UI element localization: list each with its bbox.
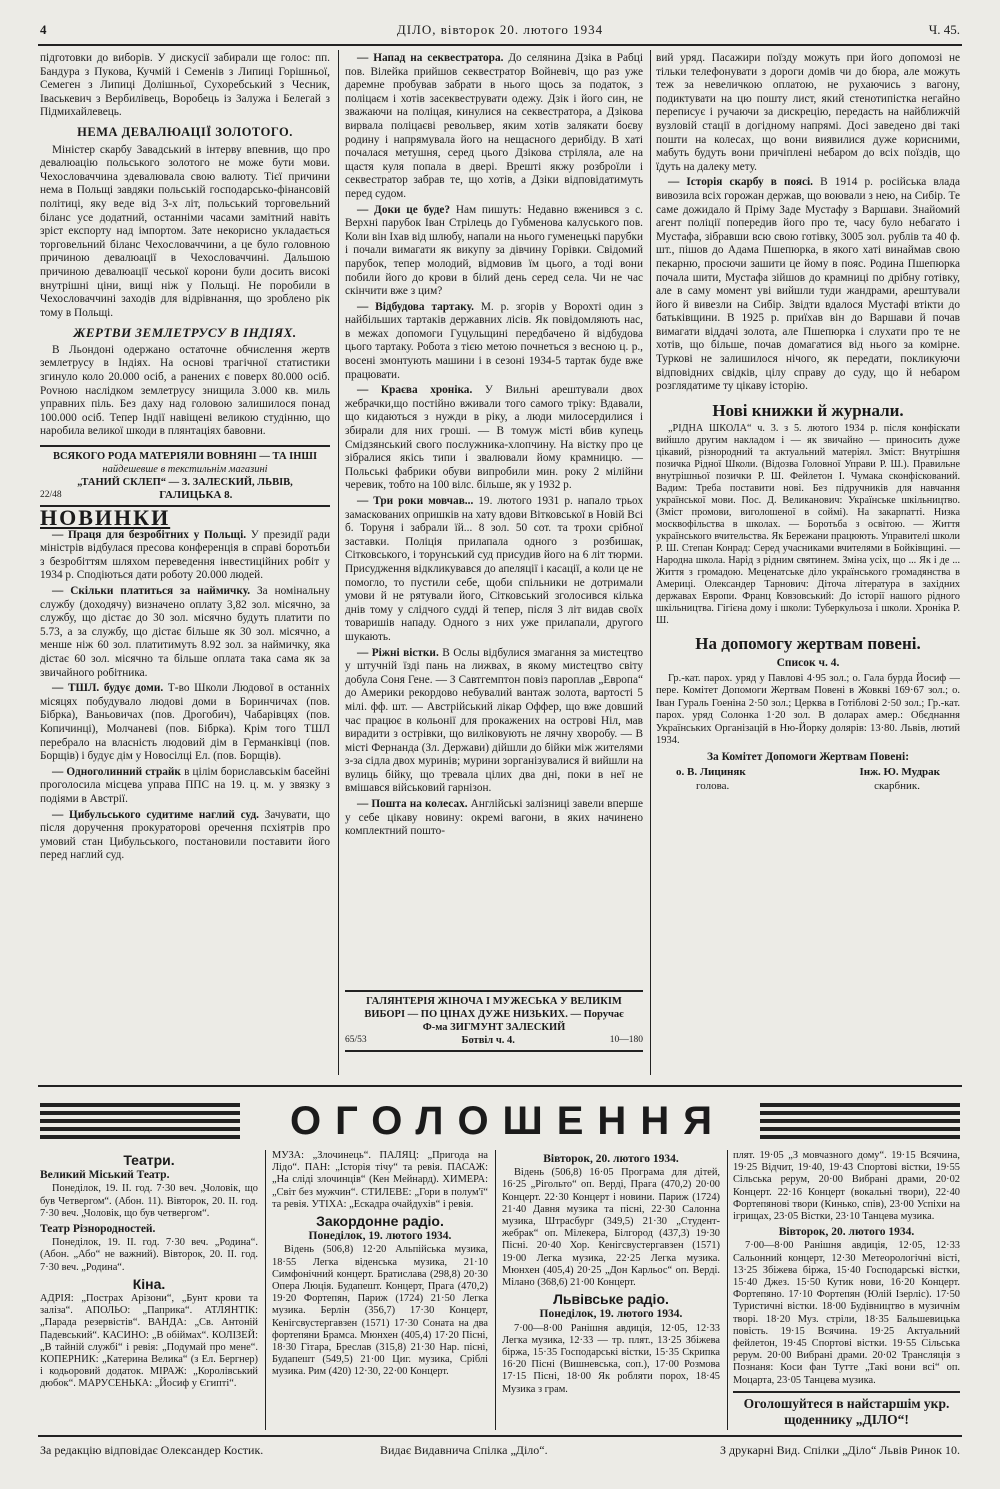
radio-program: плят. 19·05 „З мовчазного дому“. 19·15 Всячина, 19·25 Відчит, 19·40, 19·43 Спортові вістки, 19·55 Сільська рерум, 20·00 Вибрані драми, 20·02 Концерт. 22·16 Концерт (вокальні твори), 22·40 Фортепянові твори (Кинько, спів), 23·00 Успіхи на ігрищах, 23·05 Вістки, 23·10 Танцева музика. bbox=[733, 1150, 960, 1223]
radio-column-c bbox=[733, 1150, 960, 1435]
announcements-title: ОГОЛОШЕННЯ bbox=[290, 1099, 726, 1143]
ad-number: 10—180 bbox=[609, 1035, 643, 1045]
column-divider bbox=[727, 1150, 728, 1430]
theatres-column bbox=[40, 1150, 258, 1435]
theatre-name: Великий Міський Театр. bbox=[40, 1169, 170, 1182]
ad-line: ГАЛЯНТЕРІЯ ЖІНОЧА І МУЖЕСЬКА У ВЕЛИКІМ bbox=[366, 996, 622, 1007]
news-text: Англійські залізниці завели вперше у себе цікаву новину: окремі вагони, в яких начинено комплектний пошто- bbox=[345, 798, 643, 838]
article-earthquake: В Льондоні одержано остаточне обчислення жертв землетрусу в Індіях. На основі трагічної статистики згинуло коло 20.000 осіб, а ранених є поверх 80.000 осіб. Povнoю наслідком землетрусу знищила 3.000 кв. миль управних піль. Без даху над головою залишилося понад 100.000 осіб. Тепер Індії навіщені великою студінню, що наробила великої шкоди в плянтаціях бавовни. bbox=[40, 343, 330, 438]
issue-number: Ч. 45. bbox=[928, 22, 960, 37]
theatre-schedule: Понеділок, 19. II. год. 7·30 веч. „Родина“. (Абон. „Або“ не важний). Вівторок, 20. II. год. 7·30 веч. „Родина“. bbox=[40, 1237, 258, 1273]
news-title: — Напад на секвестратора. bbox=[357, 52, 504, 64]
news-title: — Краєва хроніка. bbox=[357, 384, 473, 397]
dilo-promo: Оголошуйтеся в найстаршім укр. щоденнику „ДІЛО“! bbox=[733, 1391, 960, 1428]
lviv-radio-title: Львівське радіо. bbox=[553, 1291, 669, 1308]
news-title: — Три роки мовчав... bbox=[357, 495, 474, 507]
announcements-banner bbox=[40, 1097, 960, 1145]
role-treasurer: скарбник. bbox=[874, 779, 920, 792]
ad-number: 65/53 bbox=[345, 1035, 367, 1045]
radio-column-b bbox=[502, 1150, 720, 1435]
masthead bbox=[40, 22, 960, 42]
foreign-radio-title: Закордонне радіо. bbox=[316, 1213, 444, 1230]
footer-publisher: Видає Видавнича Спілка „Діло“. bbox=[380, 1443, 548, 1457]
theatre-name: Театр Різнородностей. bbox=[40, 1223, 156, 1236]
newspaper-title: ДІЛО, вівторок 20. лютого 1934 bbox=[396, 22, 604, 37]
news-text: 19. лютого 1931 р. напало трьох замаскованих опришків на хату вдови Вітковської в Новій Всі б. Торуня і забрали їй... 8 зол. 50 сот. та трохи срібної заставки. Поліція прилапала одного з розбишак, Сітковського, і торунський суд присудив його на 6 літ тюрми. Присудження відкликувався до апеляції і касації, а коли це не помогло, то пустили себе, щоби спільники не дотримали умови й не рятували його, Сітковський зголосився кілька днів тому у слідчого судді й тепер, після 3 літ видав своїх товаришів нападу. Одного з них уже прилапали, другого шукають. bbox=[345, 495, 643, 643]
theatre-schedule: Понеділок, 19. II. год. 7·30 веч. „Чоловік, що був Четвергом“. (Абон. 11). Вівторок, 20. II. год. 7·30 веч. „Чоловік, що був четвергом“. bbox=[40, 1183, 258, 1219]
ad-line: Ф-ма ЗИГМУНТ ЗАЛЕСКИЙ bbox=[422, 1022, 566, 1033]
news-text: За номінальну службу (доходячу) визначено оплату 3,82 зол. місячно, за службу, що дістає до 30 зол. місячно будуть платити по 5.73, а за службу, що дістає більше як 30 зол. місячно, а менше ніж 60 зол. платитимуть 8.92 зол. за наймичку, яка дістає 60 зол. місячно та більше оплата така сама як за звичайного робітника. bbox=[40, 585, 330, 679]
ad-line: найдешевше в текстильнім магазині bbox=[102, 464, 268, 476]
article-continued: вий уряд. Пасажири поїзду можуть при його допомозі не тільки телефонувати з дороги домів чи до бюра, але можуть теж за невеличкою оплатою, не рухаючись з вагону, подиктувати на цю пошту лист, який стенотипістка негайно переписує і ручаючи за дискрецію, передасть на найближчій вузловій стації в догідному напрямі. Досі заведено дві такі пошти на колесах, що вони виявилися дуже корисними, мабуть будуть вони причіплені небаром до всіх поїздів, що їдуть на далеку мету. bbox=[656, 52, 960, 173]
radio-program: Відень (506,8) 16·05 Програма для дітей, 16·25 „Рігольто“ оп. Верді, Прага (470,2) 20·00 Концерт. 22·30 Концерт і новини. Париж (1724) 21·40 Давня музика та пісні, 22·30 Салонна музика, Штрасбург (349,5) 21·30 „Студент-жебрак“ оп. Мілекера, Білгород (437,3) 19·30 Пісні. 20·40 Хор. Кенігсвустергавзен (1571) 19·00 Легка музика, 22·25 Легка музика. Мюнхен (405,4) 20·25 „Дон Карльос“ оп. Верді. Мілано (368,6) 21·00 Концерт. bbox=[502, 1167, 720, 1289]
radio-day: Понеділок, 19. лютого 1934. bbox=[308, 1230, 452, 1243]
news-title: — Скільки платиться за наймичку. bbox=[52, 585, 251, 597]
news-title: — Пошта на колесах. bbox=[357, 798, 468, 811]
ad-line: Ботвіл ч. 4. bbox=[461, 1035, 515, 1046]
books-section-title: Нові книжки й журнали. bbox=[712, 400, 904, 420]
signature-treasurer: Інж. Ю. Мудрак bbox=[859, 766, 940, 779]
news-title: — Праця для безробітних у Польщі. bbox=[52, 528, 247, 541]
role-chair: голова. bbox=[696, 779, 730, 792]
books-text: „РІДНА ШКОЛА“ ч. 3. з 5. лютого 1934 р. після конфіскати вийшло другим накладом і — як звичайно — приносить дуже цікавий, різнородний та актуальний матеріял. Зміст: Внутрішня позичка Рідної Школи. (Відозва Головної Управи Р. Ш.). Правильне внутрішньої позички Р. Ш. Фейлетон І. Чумака сконфіскований. Вадим: Треба поставити нові. Без підручників для навчання української мови. Пос. Д. Великанович: Українське шкільництво. (Зміст промови, виголошеної в соймі). На закарпатті. Низка москвофільства в школах. — Боротьба з освітою. — Життя українського вчительства. Як Бережани працюють. Управителі школи Р. Ш. Степан Конрад: Серед учасниками вчителями в Бойківщині. — Народна школа. Нарід з рідним святинем. Зміна усіх, що ... Як і де ... Життя з громадою. Меценатське діло українського громадянства в Америці. Олександер Тарнович: Діточа література в західних державах Европи. Франц Ковзовський: До історії нашого рідного шкільництва. Гігієна дому і школи: Туберкульоза і школи. Хроніка Р. Ш. bbox=[656, 423, 960, 627]
cinema-listings: АДРІЯ: „Пострах Арізони“, „Бунт крови та заліза“. АПОЛЬО: „Паприка“. АТЛЯНТІК: „Парада резервістів“. ВАНДА: „Св. Антоній Падевський“. КАСИНО: „В обіймах“. КОЛІЗЕЙ: „В тайній службі“ і ревія: „Подумай про мене“. КОПЕРНИК: „Катерина Велика“ (з Ел. Бергнер) і кодьоровий додаток. МІРАЖ: „Королівський дюбок“. МАРУСЕНЬКА: „Йосиф у Єгипті“. bbox=[40, 1293, 258, 1390]
news-text: До селянина Дзіка в Рабці пов. Вілейка прийшов секвестратор Войневіч, що раз уже даремне пробував забрати в нього щось за податок, з поліцаєм і хотів засеквеструвати одежу. Дзік і його син, не зважаючи на поліцая, кинулися на секвестратора, а Дзікова вирвала поліцаєві револьвер, яким хотів залякати боєву родину і напрямувала його на нещасного дерибідy. В хаті почалася метушня, серед цього Дзікова стріляла, але на щастя куля попала в двері. Врешті якжу розброїли і секвестратор забрав те, що хотів, а Дзіки відповідатимуть перед судом. bbox=[345, 52, 643, 200]
news-text: Нам пишуть: Недавно вженився з с. Верхні парубок Іван Стрілець до Губменова калуського пов. Коли він Іхав від шлюбу, напали на нього гуменецькі парубки і почали вимагати як викупу за дівчину Горівки. Свідомий парубок, тепер молодий, відмовив їм цього, а тоді вони побили його до крови в білий день серед села. Чи не час скінчити вже з цим? bbox=[345, 203, 643, 298]
column-divider bbox=[650, 50, 651, 1075]
news-title: — Доки це буде? bbox=[357, 203, 451, 216]
news-text: В 1914 р. російська влада вивозила всіх горожан держав, що воювали з нею, на Сибір. Те саме дожидало й Пріму Заде Мустафу з Варшави. Знайомий агент поліції попередив його про те, часу було небагато і Мустафа, зібравши всю свою готівку, 3005 зол. рублів та 40 ф. шт., пішов до Адама Пшепюрка, в якого хаті винаймав свою пекарню, просючи зашити це йому в пояс. Родина Пшепюрка почала шити, Мустафа зійшов до крамниці по дрібну готівку, але в саму момент уві вийшли туди жандрами, арештували його й вивезли на Сибір. Звідти вдалося Мустафі втікти до батьківщини. В 1925 р. приїхав він до Варшави й почав вимагати віддачі золота, але Пшепюрка і слухати про те не хотів, що більше, почав домагатися від нього за комірне. Туркові не залишилося нічого, як передати, покликуючи відповідних свідків, цілу справу до суду, що й небаром розглядатиме ту цікаву історію. bbox=[656, 176, 960, 393]
news-text: Зачувати, що після доручення прокураторові оречення псхіятрів про умовий стан Цибульського, постановили поставити його перед наглий суд. bbox=[40, 808, 330, 862]
article-devaluation: Міністер скарбу Завадський в інтерву впевнив, що про девалюацію польського золотого не може бути мови. Чехословаччина здевалювала свою валюту. Тієї причини нема в Польщі завдяки польській господарсько-фінансовій політиці, яку веде від 3-х літ, польський торговельний біланс усе додатний, останніми часами замітний навіть зріст експорту над імпортом. Зате некорисно укладається торговельний біланс Чехословаччини, а це було головною причиною девалюації в Чехословаччині. Дальшою причиною девалюації чеської корони були досить високі внутрішні ціни, вищі ніж у Польщі. Не поробили в Чехословаччині заходів для відрівнання, що зроблено рік тому в Польщі. bbox=[40, 143, 330, 319]
section-rule bbox=[38, 1085, 962, 1087]
ad-number: 22/48 bbox=[40, 490, 62, 501]
theatres-title: Театри. bbox=[123, 1152, 175, 1168]
news-title: — Ріжні вістки. bbox=[357, 646, 439, 659]
header-rule bbox=[38, 44, 962, 46]
radio-day: Вівторок, 20. лютого 1934. bbox=[778, 1226, 915, 1239]
news-text: У президії ради міністрів відбулася пресова конференція в справі боротьби з безробіттям шляхом переведення інвестиційних робіт у 1934 р. Сподіються дати роботу 20.000 людей. bbox=[40, 528, 330, 582]
footer-rule bbox=[38, 1435, 962, 1437]
radio-program: 7·00—8·00 Ранішня авдиція, 12·05, 12·33 Сальонний концерт, 12·30 Метеорологічні вісті, 13·25 Збіжева біржа, 15·40 Господарські вістки, 15·40 Джез. 15·50 Кутик нови, 16·20 Концерт. Фортепяно. 17·10 Фортепян (Юлій Ізерліс). 17·50 Туристичні вістки. 18·00 Будівництво в музичнім творі. 18·20 Муз. стріли, 18·35 Бальшевицька повість. 19·15 Всячина. 19·25 Актуальний фейлетон, 19·45 Спортові вістки. 19·55 Сільська рерум. 20·00 Вибрані драми. 20·02 Трансляція з Познаня: Коси фан Тутте „Такі вони всі“ оп. Моцарта, 23·05 Танцева музика. bbox=[733, 1240, 960, 1386]
news-title: — Одноголинний страйк bbox=[52, 765, 181, 778]
flood-committee-signature: За Комітет Допомоги Жертвам Повені: bbox=[706, 750, 910, 763]
banner-stripes-left bbox=[40, 1103, 240, 1139]
radio-day: Понеділок, 19. лютого 1934. bbox=[539, 1308, 683, 1321]
flood-list: Гр.-кат. парох. уряд у Павлові 4·95 зол.; о. Гала бурда Йосиф — пере. Комітет Допомоги Жертвам Повені в Жовкві 169·67 зол.; о. Іван Гураль Гоеніна 2·50 зол.; Церква в Готіблові 2·50 зол.; Гр.-кат. парох. уряд Солонка 1·20 зол. В доларах амер.: Обєднання Українських Організацій в Ню-Йорку долярів: 13·80. Львів, лютий 1934. bbox=[656, 672, 960, 747]
column-2 bbox=[345, 52, 643, 1082]
column-1 bbox=[40, 52, 330, 1082]
column-divider bbox=[265, 1150, 266, 1430]
column-divider bbox=[338, 50, 339, 1075]
ad-line: „ТАНИЙ СКЛЕП“ — З. ЗАЛЕСКИЙ, ЛЬВІВ, bbox=[77, 477, 293, 489]
news-text: У Вильні арештували двох жебрачки,що постійно вживали того самого тріку: Вдавали, що кидаються з нужди в ріку, а люди милосердилися і збирали для них гроші. — В томуж місті вбив купець Смідзянський свого послужника-хлопчину. На вістку про це зібралися якісь типи і звалювали йому крамницю. — Польські фабрики обуви випробили мин. року 2 мілійни черевик, тобто на 100 вілс. більше, як у 1932 р. bbox=[345, 384, 643, 492]
page-number: 4 bbox=[40, 22, 47, 37]
news-title: — ТШЛ. будує доми. bbox=[52, 682, 164, 695]
radio-day: Вівторок, 20. лютого 1934. bbox=[543, 1153, 679, 1165]
news-text: в цілім бориславськім басейні проголосила місцева управа ППС на 19. ц. м. у звязку з подіями в Австрії. bbox=[40, 765, 330, 805]
advertisement-haberdashery bbox=[345, 990, 643, 1052]
radio-program: Відень (506,8) 12·20 Альпійська музика, 18·55 Легка віденська музика, 21·10 Симфонічний концерт. Братислава (298,8) 20·30 Опера Люція. Будапешт. Концерт, Прага (470,2) 19·20 Фортепян, Париж (1724) 21·50 Легка музика. Берлін (356,7) 17·30 Концерт, Кенігсвустергавзен (1571) 17·30 Соната на два фортепяни Брамса. Мюнхен (405,4) 17·20 Пісні, 18·30 Гітара, Бреслав (315,8) 21·30 Нар. пісні, Будапешт (549,5) 21·00 Циг. музика, Сріблі музика. Рим (420) 12·30, 22·00 Концерт. bbox=[272, 1244, 488, 1378]
news-text: М. р. згорів у Ворохті один з найбільших тартаків державних лісів. Як повідомляють нас, в межах допомоги Гуцульщині передбачено й відбудова цього тартаку. Робота з тією метою почнеться з весною ц. р., восені змонтують машини і в сезоні 1934-5 тартак буде вже працювати. bbox=[345, 300, 643, 381]
news-title: — Відбудова тартаку. bbox=[357, 300, 474, 313]
footer-printer: З друкарні Вид. Спілки „Діло“ Львів Ринок 10. bbox=[719, 1443, 960, 1457]
ad-line: ВСЯКОГО РОДА МАТЕРІЯЛИ ВОВНЯНІ — ТА ІНШІ bbox=[52, 451, 318, 463]
article-intro: підготовки до виборів. У дискусії забирали ще голос: пп. Бандура з Пукова, Кучмій і Семенів з Липиці Горішньої, Семеген з Липиці Долішньої, Сухоребський з Чесник, Іваськевич з Вербилівець, Воробець із Залужа і Белегай з Підмихайлевець. bbox=[40, 52, 330, 119]
radio-program: 7·00—8·00 Ранішня авдиція, 12·05, 12·33 Легка музика, 12·33 — тр. плят., 13·25 Збіжева біржа, 15·35 Господарські вістки, 15·35 Скрипка 16·20 Пісні (Вишневська, соп.), 17·00 Розмова 17·15 Пісні, 18·00 Як робляти порох, 18·45 Музика з грам. bbox=[502, 1322, 720, 1395]
signature-chair: о. В. Лициняк bbox=[676, 766, 746, 779]
news-text: Т-во Школи Людової в останніх місяцях побудувало людові доми в Боринчичах (пов. Бібрка), Ваньовичах (пов. Дрогобич), Чабарівцях (пов. Копичинці), Молчаневі (пов. Бібрка). Крім того ТШЛ перебрало на власність людовий дім в Германківці (пов. Борщів) і будує дім у Новосілці Ел. (пов. Борщів). bbox=[40, 682, 330, 763]
footer-editor: За редакцію відповідає Олександер Костик. bbox=[40, 1443, 264, 1457]
signatures bbox=[656, 766, 960, 780]
advertisement-textiles bbox=[40, 445, 330, 507]
column-3 bbox=[656, 52, 960, 1082]
news-title: — Історія скарбу в поясі. bbox=[668, 176, 813, 189]
ad-line: ГАЛИЦЬКА 8. bbox=[159, 489, 233, 502]
radio-column-a bbox=[272, 1150, 488, 1435]
headline-devaluation: НЕМА ДЕВАЛЮАЦІЇ ЗОЛОТОГО. bbox=[77, 124, 293, 139]
flood-relief-title: На допомогу жертвам повені. bbox=[695, 634, 921, 654]
ad-line: ВИБОРІ — ПО ЦІНАХ ДУЖЕ НИЗЬКИХ. — Поручає bbox=[364, 1009, 624, 1020]
cinemas-title: Кіна. bbox=[132, 1275, 166, 1292]
headline-earthquake: ЖЕРТВИ ЗЕМЛЕТРУСУ В ІНДІЯХ. bbox=[73, 325, 297, 341]
cinema-listings: МУЗА: „Злочинець“. ПАЛЯЦ: „Пригода на Лідо“. ПАН: „Історія тічу“ та ревія. ПАСАЖ: „На сліді злочинців“ (Кен Мейнард). ХИМЕРА: „Світ без мужчин“. СТИЛЕВЕ: „Гори в полум'ї“ та ревія. УТІХА: „Ескадра очайдухів“ і ревія. bbox=[272, 1150, 488, 1210]
news-text: В Ослы відбулися змагання за мистецтво у штучній їзді пань на лижвах, в якому мистецтво світу добула Соня Гене. — З Савтгемптон повіз пароплав „Европа“ до Америки рекордово небувалий вантаж золота, вартості 5 мілі. фф. шт. — Австрійський лікар Оффер, що вже довший час працює в кольонії для прокажених на острові Ніл, мав вирадити з острівки, що виліковують не лячну хворобу. — В місті Фернанда (Зл. Держави) дійшли до бійки між жителями з-за сідла двох муринів; мурини зорганізувалися й вийшли на вулиць бійку, що тревала цілих два дні, поки в неї не вмішався військовий гарнізон. bbox=[345, 646, 643, 795]
news-section-title: НОВИНКИ bbox=[40, 505, 171, 531]
column-divider bbox=[495, 1150, 496, 1430]
flood-list-subtitle: Список ч. 4. bbox=[776, 657, 840, 670]
signature-roles bbox=[656, 780, 960, 794]
news-title: — Цибульського судитиме наглий суд. bbox=[52, 808, 259, 821]
banner-stripes-right bbox=[760, 1103, 960, 1139]
